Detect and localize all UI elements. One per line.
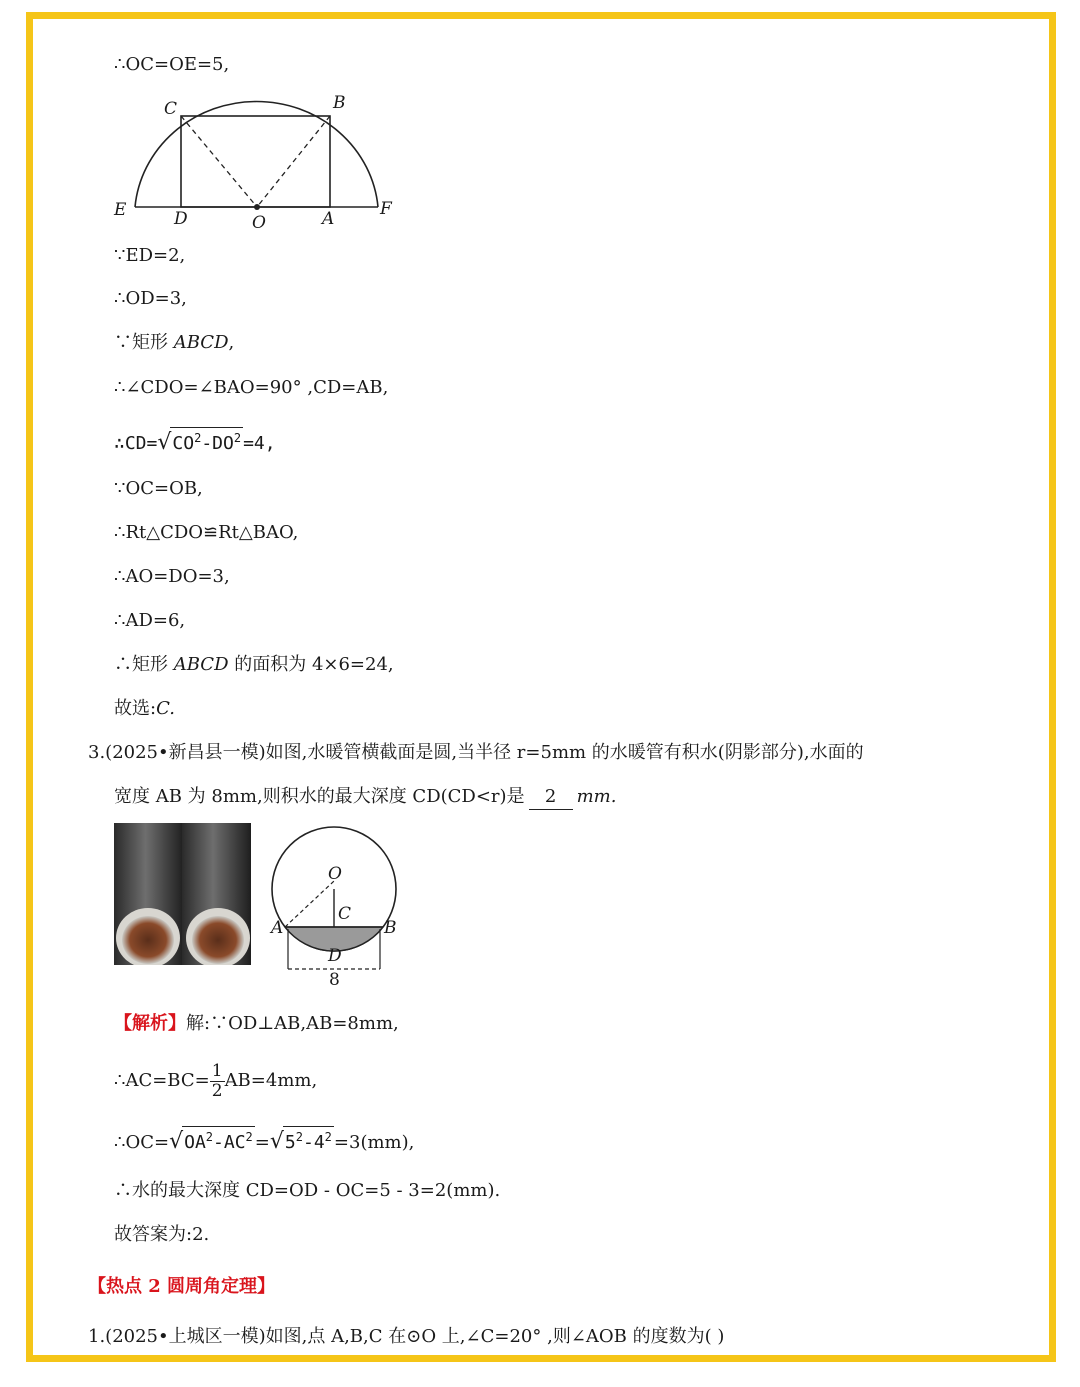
- question-3-line1: 3.(2025•新昌县一模)如图,水暖管横截面是圆,当半径 r=5mm 的水暖管有积水(阴影部分),水面的: [88, 742, 864, 763]
- step-ed: ∵ED=2,: [114, 245, 186, 266]
- step-od: ∴OD=3,: [114, 288, 187, 309]
- label-a: A: [322, 209, 335, 229]
- answer-blank: 2: [529, 785, 573, 810]
- step-rect: ∵矩形 ABCD,: [114, 332, 235, 353]
- pipe-cross-section-figure: [266, 825, 406, 990]
- solution-line3: $\therefore OC=√OA^2-AC^2 =√5^2-4^2 =3(mm)$,: [114, 1126, 414, 1155]
- step-angles: ∴∠CDO=∠BAO=90° ,CD=AB,: [114, 377, 389, 398]
- solution-line1: 【解析】解:∵OD⊥AB,AB=8mm,: [114, 1013, 399, 1034]
- hotspot-title: 【热点 2 圆周角定理】: [88, 1276, 276, 1297]
- label-a2: A: [271, 918, 284, 938]
- label-b2: B: [384, 918, 397, 938]
- label-b: B: [333, 93, 346, 113]
- question-3-line2: 宽度 AB 为 8mm,则积水的最大深度 CD(CD<r)是 2 mm.: [114, 785, 616, 810]
- solution-line4: ∴水的最大深度 CD=OD - OC=5 - 3=2(mm).: [114, 1180, 501, 1201]
- solution-line5: 故答案为:2.: [114, 1224, 210, 1245]
- label-o: O: [252, 213, 266, 233]
- label-f: F: [380, 199, 392, 219]
- step-cd-sqrt: $\therefore CD=√CO^2-DO^2 =4$,: [114, 427, 276, 456]
- label-d2: D: [328, 946, 342, 966]
- pipes-photo: [114, 823, 251, 965]
- label-c: C: [164, 99, 178, 119]
- label-d: D: [174, 209, 188, 229]
- step-ao-do: ∴AO=DO=3,: [114, 566, 230, 587]
- step-congruent: ∴Rt△CDO≌Rt△BAO,: [114, 522, 299, 543]
- label-o2: O: [328, 864, 342, 884]
- fraction-half: $\frac{1}{2}$: [211, 1060, 223, 1101]
- label-length-8: 8: [329, 970, 340, 990]
- step-ad: ∴AD=6,: [114, 610, 186, 631]
- label-e: E: [114, 200, 127, 220]
- step-area: ∴矩形 ABCD 的面积为 4×6=24,: [114, 654, 394, 675]
- step-oc-ob: ∵OC=OB,: [114, 478, 203, 499]
- step-answer: 故选:C.: [114, 698, 175, 719]
- label-c2: C: [338, 904, 352, 924]
- step-oc-oe: ∴OC=OE=5,: [114, 54, 230, 75]
- solution-line2: ∴AC=BC= $\frac{1}{2}$ AB=4mm,: [114, 1060, 318, 1101]
- semicircle-figure: [110, 90, 410, 235]
- hotspot-question-1: 1.(2025•上城区一模)如图,点 A,B,C 在⊙O 上,∠C=20° ,则∠AOB 的度数为( ): [88, 1326, 725, 1347]
